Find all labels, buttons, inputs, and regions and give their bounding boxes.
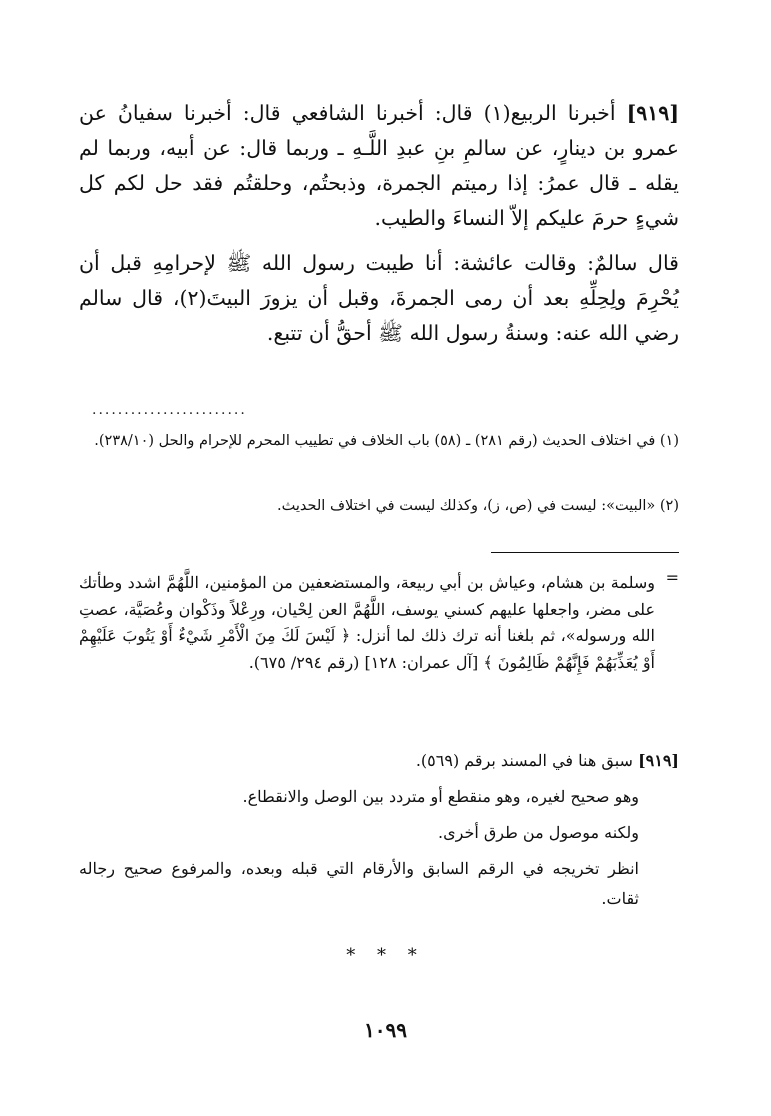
takhrij-ref: سبق هنا في المسند برقم (٥٦٩).	[415, 751, 633, 770]
continued-footnote-text: وسلمة بن هشام، وعياش بن أبي ربيعة، والمستضعفين من المؤمنين، اللَّهُمَّ اشدد وطأتك على مضر، واجعلها عليهم كسني يوسف، اللَّهُمَّ العن لِحْيان، ورِعْلاً وذَكْوان وعُصَيَّة، عصتِ الله ورسوله»، ثم بلغنا أنه ترك ذلك لما أنزل: ﴿ لَيْسَ لَكَ مِنَ الْأَمْرِ شَيْءٌ أَوْ يَتُوبَ عَلَيْهِمْ أَوْ يُعَذِّبَهُمْ فَإِنَّهُمْ ظَالِمُونَ ﴾ [آل عمران: ١٢٨] (رقم ٢٩٤/ ٦٧٥).	[79, 573, 655, 672]
takhrij-line-1	[79, 746, 679, 776]
hadith-number: [٩١٩]	[626, 101, 680, 125]
takhrij-section	[79, 746, 679, 920]
hadith-paragraph-1	[79, 96, 679, 236]
section-divider	[491, 552, 679, 553]
takhrij-line-2: وهو صحيح لغيره، وهو منقطع أو متردد بين الوصل والانقطاع.	[242, 787, 639, 806]
continued-footnote	[79, 570, 655, 676]
hadith-paragraph-2: قال سالمٌ: وقالت عائشة: أنا طيبت رسول الله ﷺ لإحرامِهِ قبل أن يُحْرِمَ ولِحِلِّهِ بعد أن رمى الجمرةَ، وقبل أن يزورَ البيتَ(٢)، قال سالم رضي الله عنه: وسنةُ رسول الله ﷺ أحقُّ أن تتبع.	[79, 251, 679, 345]
hadith-text	[79, 96, 679, 361]
page-number: ١٠٩٩	[364, 1018, 407, 1042]
footnote-1: (١) في اختلاف الحديث (رقم ٢٨١) ـ (٥٨) باب الخلاف في تطييب المحرم للإحرام والحل (٢٣٨/١٠).	[94, 433, 679, 449]
takhrij-line-4: انظر تخريجه في الرقم السابق والأرقام التي قبله وبعده، والمرفوع صحيح رجاله ثقات.	[79, 859, 639, 908]
continuation-marker: =	[665, 568, 679, 587]
takhrij-line-3: ولكنه موصول من طرق أخرى.	[438, 823, 639, 842]
takhrij-number: [٩١٩]	[638, 751, 679, 770]
section-ornament: * * *	[346, 945, 425, 966]
footnote-2: (٢) «البيت»: ليست في (ص، ز)، وكذلك ليست في اختلاف الحديث.	[277, 498, 679, 514]
hadith-body-1: أخبرنا الربيع(١) قال: أخبرنا الشافعي قال: أخبرنا سفيانُ عن عمرو بن دينارٍ، عن سالمِ بنِ عبدِ اللَّـهِ ـ وربما قال: عن أبيه، وربما لم يقله ـ قال عمرُ: إذا رميتم الجمرة، وذبحتُم، وحلقتُم فقد حل لكم كل شيءٍ حرمَ عليكم إلاّ النساءَ والطيب.	[79, 101, 679, 230]
footnote-separator: ........................	[92, 402, 247, 418]
